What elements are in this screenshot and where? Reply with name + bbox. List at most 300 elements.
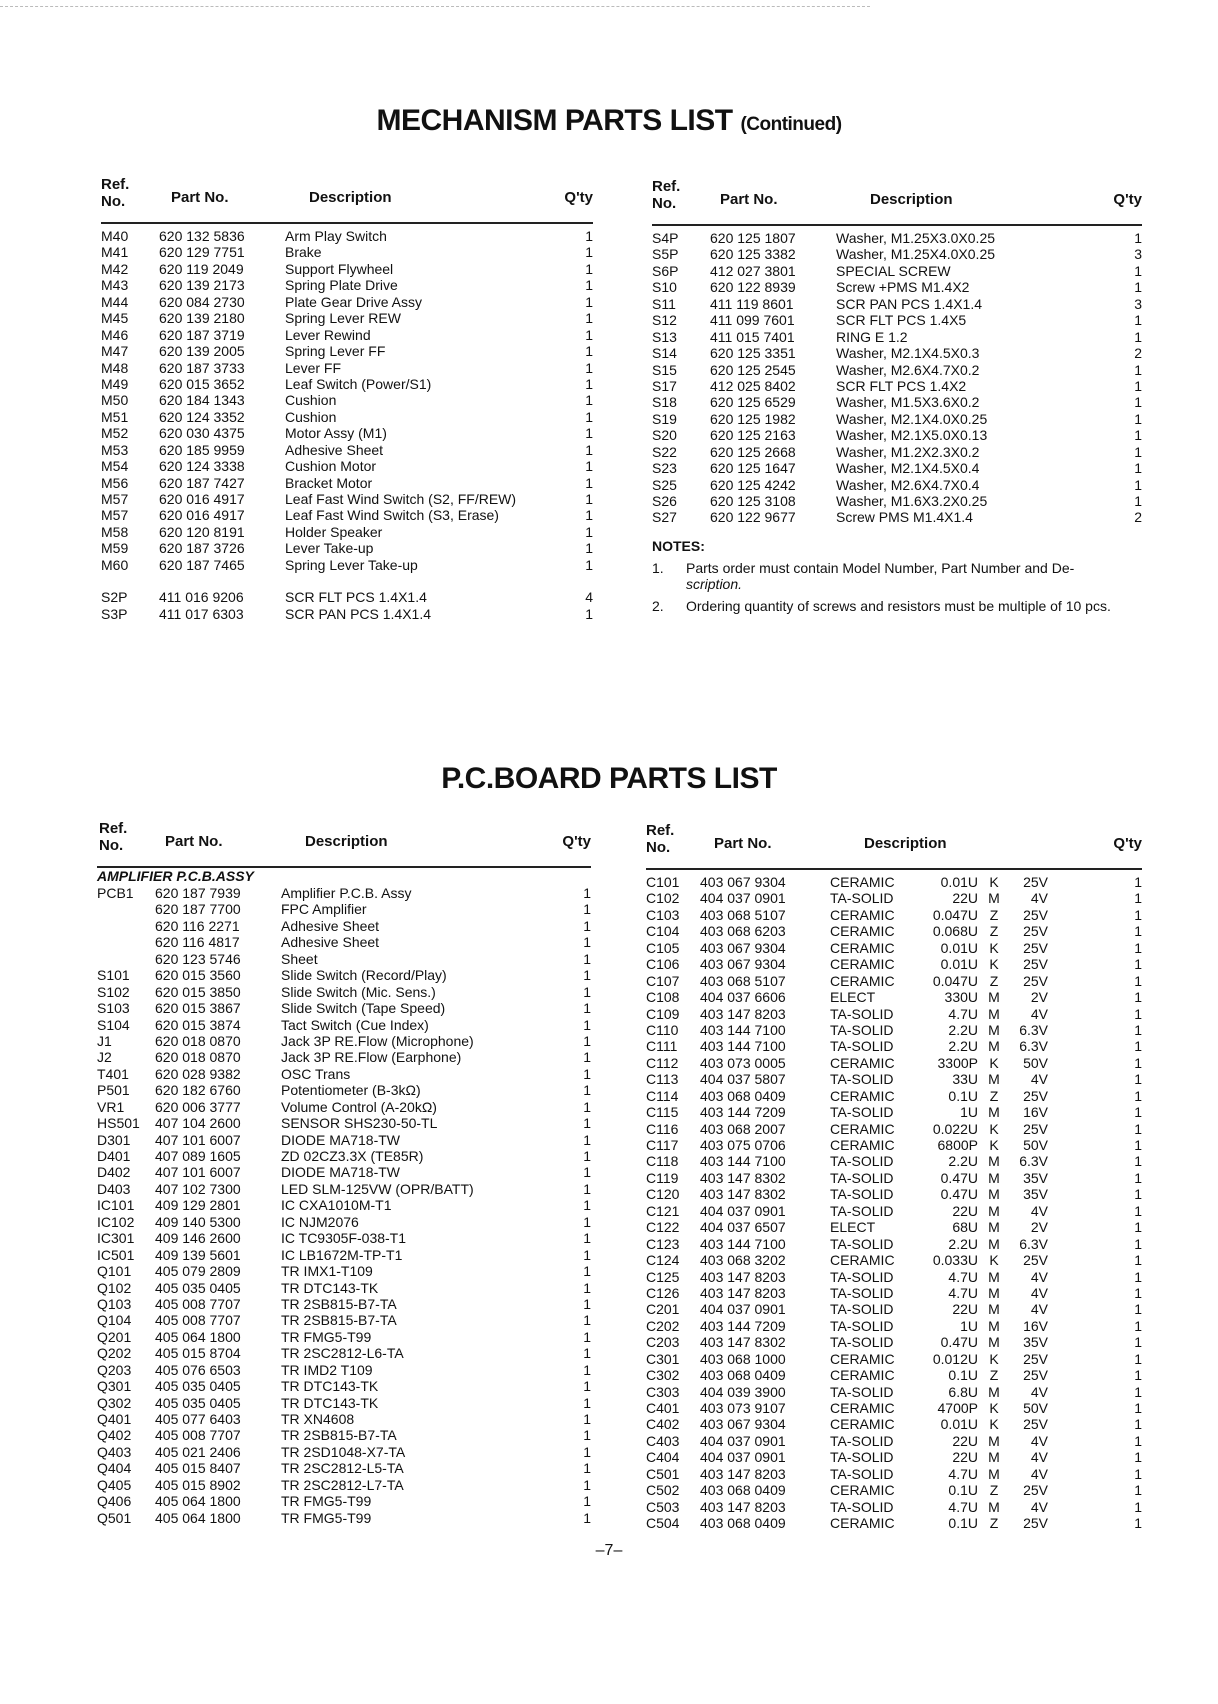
qty-cell: 1 [583,1065,591,1082]
header-ref [99,820,127,854]
part-no-cell: 405 076 6503 [155,1361,241,1378]
ref-cell: Q102 [97,1279,132,1296]
description-cell: TR 2SC2812-L6-TA [281,1345,404,1362]
cap-type-cell: ELECT [830,989,876,1006]
part-no-cell: 620 125 1807 [710,230,796,246]
part-no-cell: 403 068 0409 [700,1367,786,1384]
part-no-cell: 620 018 0870 [155,1049,241,1066]
note-text: Parts order must contain Model Number, Part Number and De- [686,560,1075,576]
notes-heading: NOTES: [652,538,705,554]
ref-cell: C114 [646,1087,679,1104]
description-cell: Spring Plate Drive [285,277,398,294]
table-row [652,345,1142,361]
ref-cell: S2P [101,589,128,606]
cap-tolerance-cell: Z [989,1367,999,1384]
table-row [646,1351,1142,1367]
ref-cell: M44 [101,293,129,310]
table-row [646,1449,1142,1465]
ref-cell: S19 [652,410,677,427]
qty-cell: 1 [1134,1416,1142,1433]
cap-tolerance-cell: K [989,956,999,973]
table-row [652,279,1142,295]
part-no-cell: 403 068 5107 [700,972,786,989]
part-no-cell: 620 016 4917 [159,491,245,507]
cap-type-cell: CERAMIC [830,923,895,940]
qty-cell: 1 [1134,1317,1142,1334]
cap-voltage-cell: 25V [1023,1350,1048,1367]
ref-cell: VR1 [97,1098,125,1115]
header-description: Description [305,833,388,850]
cap-value-cell: 4.7U [948,1284,978,1301]
part-no-cell: 403 073 9107 [700,1400,786,1416]
table-body [646,874,1142,1532]
table-row [646,1038,1142,1054]
description-cell: Jack 3P RE.Flow (Earphone) [281,1049,462,1066]
ref-cell: M60 [101,556,129,573]
cap-value-cell: 0.47U [940,1186,978,1203]
qty-cell: 1 [1134,1120,1142,1137]
part-no-cell: 404 037 5807 [700,1071,786,1088]
cap-value-cell: 4.7U [948,1498,978,1515]
part-no-cell: 620 015 3652 [159,375,245,392]
qty-cell: 1 [585,326,593,343]
ref-cell: C402 [646,1416,680,1433]
part-no-cell: 405 015 8407 [155,1460,241,1477]
part-no-cell: 620 187 7939 [155,885,241,901]
part-no-cell: 407 089 1605 [155,1148,241,1164]
description-cell: TR 2SB815-B7-TA [281,1427,397,1444]
part-no-cell: 620 139 2173 [159,277,245,294]
ref-cell: S14 [652,345,677,362]
cap-voltage-cell: 35V [1023,1169,1048,1186]
description-cell: SCR FLT PCS 1.4X1.4 [285,589,427,606]
description-cell: Washer, M1.25X4.0X0.25 [836,246,996,263]
ref-cell: C118 [646,1153,679,1170]
description-cell: Sheet [281,950,318,967]
cap-value-cell: 0.01U [940,956,978,973]
part-no-cell: 403 144 7100 [700,1021,786,1038]
table-row [101,524,593,540]
ref-cell: C120 [646,1186,680,1203]
qty-cell: 1 [583,1312,591,1329]
cap-type-cell: TA-SOLID [830,1021,894,1038]
part-no-cell: 620 125 2545 [710,361,796,378]
table-row [646,1219,1142,1235]
part-no-cell: 409 129 2801 [155,1197,241,1214]
table-row [646,1153,1142,1169]
ref-cell: HS501 [97,1115,140,1132]
table-row [97,1164,591,1180]
cap-voltage-cell: 2V [1030,1219,1048,1236]
table-row [97,1082,591,1098]
qty-cell: 1 [583,1263,591,1280]
cap-value-cell: 4700P [937,1400,978,1416]
cap-voltage-cell: 4V [1030,1449,1048,1466]
cap-tolerance-cell: Z [989,1087,999,1104]
description-cell: Cushion [285,408,337,425]
cap-type-cell: CERAMIC [830,939,895,956]
table-row [646,1301,1142,1317]
ref-cell: M58 [101,523,129,540]
table-row [97,1510,591,1526]
description-cell: Spring Lever FF [285,343,386,360]
ref-cell: C108 [646,989,680,1006]
qty-cell: 1 [1134,906,1142,923]
qty-cell: 1 [585,507,593,524]
cap-voltage-cell: 25V [1023,874,1048,890]
cap-tolerance-cell: K [989,1137,999,1153]
cap-tolerance-cell: M [988,1038,1000,1055]
table-row [97,1033,591,1049]
description-cell: SENSOR SHS230-50-TL [281,1115,438,1132]
table-row [97,1181,591,1197]
description-cell: Lever Take-up [285,540,374,557]
cap-voltage-cell: 4V [1030,1284,1048,1301]
table-row [97,901,591,917]
part-no-cell: 620 132 5836 [159,228,245,244]
part-no-cell: 620 006 3777 [155,1098,241,1115]
table-row [101,343,593,359]
part-no-cell: 405 008 7707 [155,1295,241,1312]
cap-tolerance-cell: M [988,989,1000,1006]
table-row [646,973,1142,989]
part-no-cell: 620 125 6529 [710,394,796,411]
part-no-cell: 620 187 7465 [159,556,245,573]
part-no-cell: 404 037 6606 [700,989,786,1006]
ref-cell: M40 [101,228,129,244]
description-cell: Jack 3P RE.Flow (Microphone) [281,1032,474,1049]
ref-cell: C109 [646,1005,680,1022]
header-part-no: Part No. [165,833,223,850]
table-row [97,984,591,1000]
qty-cell: 1 [1134,1301,1142,1318]
part-no-cell: 405 079 2809 [155,1263,241,1280]
ref-cell: M48 [101,359,129,376]
qty-cell: 1 [583,1082,591,1099]
header-ref-line2: No. [101,193,126,210]
cap-value-cell: 6.8U [948,1383,978,1400]
table-row [646,1121,1142,1137]
ref-cell: D402 [97,1164,131,1181]
cap-value-cell: 0.01U [940,1416,978,1433]
part-no-cell: 404 037 0901 [700,1202,786,1219]
table-row [97,1296,591,1312]
qty-cell: 1 [1134,1350,1142,1367]
description-cell: Lever Rewind [285,326,371,343]
cap-type-cell: TA-SOLID [830,1317,894,1334]
cap-value-cell: 22U [952,1449,978,1466]
qty-cell: 1 [1134,1400,1142,1416]
qty-cell: 1 [1134,1169,1142,1186]
cap-type-cell: TA-SOLID [830,890,894,907]
table-row [97,967,591,983]
description-cell: TR 2SB815-B7-TA [281,1312,397,1329]
table-row [97,1099,591,1115]
table-body [97,885,591,1526]
table-row [97,1493,591,1509]
part-no-cell: 404 037 0901 [700,890,786,907]
cap-voltage-cell: 35V [1023,1186,1048,1203]
qty-cell: 1 [1134,312,1142,329]
ref-cell: S12 [652,312,677,329]
cap-tolerance-cell: Z [989,1482,999,1499]
cap-value-cell: 1U [960,1317,978,1334]
ref-cell: C404 [646,1449,680,1466]
ref-cell: C116 [646,1120,679,1137]
description-cell: TR FMG5-T99 [281,1509,372,1526]
qty-cell: 1 [1134,328,1142,345]
cap-voltage-cell: 25V [1023,906,1048,923]
ref-cell: C115 [646,1104,679,1121]
part-no-cell: 403 068 5107 [700,906,786,923]
cap-type-cell: TA-SOLID [830,1498,894,1515]
ref-cell: IC501 [97,1246,135,1263]
cap-voltage-cell: 6.3V [1019,1021,1048,1038]
description-cell: Washer, M1.25X3.0X0.25 [836,230,996,246]
cap-voltage-cell: 4V [1030,1202,1048,1219]
part-no-cell: 620 018 0870 [155,1032,241,1049]
description-cell: Slide Switch (Mic. Sens.) [281,983,436,1000]
header-qty: Q'ty [1113,191,1142,208]
qty-cell: 1 [583,1476,591,1493]
description-cell: Screw +PMS M1.4X2 [836,279,970,296]
qty-cell: 1 [1134,1252,1142,1269]
cap-voltage-cell: 6.3V [1019,1038,1048,1055]
cap-type-cell: CERAMIC [830,1252,895,1269]
part-no-cell: 407 102 7300 [155,1180,241,1197]
cap-value-cell: 0.47U [940,1169,978,1186]
description-cell: Washer, M2.1X4.0X0.25 [836,410,988,427]
table-row [646,1006,1142,1022]
cap-value-cell: 4.7U [948,1465,978,1482]
cap-tolerance-cell: K [989,1252,999,1269]
qty-cell: 1 [1134,1235,1142,1252]
cap-tolerance-cell: M [988,1021,1000,1038]
cap-tolerance-cell: M [988,1202,1000,1219]
qty-cell: 1 [1134,1465,1142,1482]
qty-cell: 1 [585,359,593,376]
description-cell: Bracket Motor [285,474,373,491]
table-row [101,606,593,622]
part-no-cell: 403 144 7100 [700,1153,786,1170]
cap-voltage-cell: 4V [1030,1432,1048,1449]
ref-cell: D403 [97,1180,131,1197]
part-no-cell: 403 067 9304 [700,1416,786,1433]
page-number: –7– [595,1542,623,1559]
qty-cell: 1 [583,1361,591,1378]
cap-type-cell: TA-SOLID [830,1268,894,1285]
ref-cell: C121 [646,1202,680,1219]
table-row [101,392,593,408]
table-row [646,1384,1142,1400]
part-no-cell: 620 187 3719 [159,326,245,343]
ref-cell: C126 [646,1284,680,1301]
part-no-cell: 620 030 4375 [159,425,245,442]
cap-value-cell: 22U [952,1202,978,1219]
part-no-cell: 620 182 6760 [155,1082,241,1099]
cap-value-cell: 4.7U [948,1268,978,1285]
cap-value-cell: 0.022U [932,1120,978,1137]
table-row [646,1022,1142,1038]
qty-cell: 1 [583,1230,591,1247]
note-item [652,560,1152,592]
cap-voltage-cell: 25V [1023,939,1048,956]
ref-cell: C123 [646,1235,680,1252]
scan-top-edge [0,6,870,7]
ref-cell: C119 [646,1169,679,1186]
part-no-cell: 620 125 3382 [710,246,796,263]
qty-cell: 1 [1134,1202,1142,1219]
description-cell: LED SLM-125VW (OPR/BATT) [281,1180,474,1197]
ref-cell: S18 [652,394,677,411]
cap-tolerance-cell: M [988,1284,1000,1301]
table-row [97,951,591,967]
description-cell: IC LB1672M-TP-T1 [281,1246,403,1263]
ref-cell: Q202 [97,1345,132,1362]
cap-value-cell: 0.1U [948,1367,978,1384]
ref-cell: M52 [101,425,129,442]
ref-cell: C122 [646,1219,680,1236]
qty-cell: 1 [1134,410,1142,427]
qty-cell: 1 [583,1049,591,1066]
description-cell: SPECIAL SCREW [836,262,951,279]
cap-voltage-cell: 4V [1030,1301,1048,1318]
part-no-cell: 403 068 0409 [700,1515,786,1532]
cap-tolerance-cell: M [988,1268,1000,1285]
ref-cell: C111 [646,1038,678,1055]
cap-voltage-cell: 25V [1023,956,1048,973]
description-cell: Arm Play Switch [285,228,387,244]
part-no-cell: 411 015 7401 [710,328,795,345]
part-no-cell: 620 139 2180 [159,310,245,327]
description-cell: Leaf Fast Wind Switch (S3, Erase) [285,507,499,524]
mechanism-title-text: MECHANISM PARTS LIST [376,104,733,137]
table-row [652,378,1142,394]
cap-tolerance-cell: K [989,1054,999,1071]
qty-cell: 1 [1134,874,1142,890]
cap-voltage-cell: 25V [1023,923,1048,940]
table-row [646,956,1142,972]
part-no-cell: 620 125 3351 [710,345,796,362]
qty-cell: 1 [583,1411,591,1427]
qty-cell: 1 [583,1443,591,1460]
table-row [652,296,1142,312]
ref-cell: Q405 [97,1476,132,1493]
ref-cell: S3P [101,605,128,622]
description-cell: Leaf Fast Wind Switch (S2, FF/REW) [285,491,517,507]
ref-cell: S6P [652,262,679,279]
header-ref-line2: No. [99,837,124,854]
ref-cell: C125 [646,1268,680,1285]
header-ref-line1: Ref. [646,822,675,839]
table-row [97,1329,591,1345]
part-no-cell: 620 015 3874 [155,1016,241,1033]
part-no-cell: 620 015 3560 [155,967,241,984]
description-cell: Volume Control (A-20kΩ) [281,1098,437,1115]
mechanism-table-right [652,178,1142,526]
ref-cell: C101 [646,874,680,890]
table-row [97,1312,591,1328]
table-row [101,310,593,326]
cap-type-cell: TA-SOLID [830,1005,894,1022]
cap-type-cell: CERAMIC [830,1367,895,1384]
qty-cell: 1 [585,277,593,294]
cap-voltage-cell: 50V [1023,1137,1048,1153]
qty-cell: 1 [585,441,593,458]
qty-cell: 1 [583,1509,591,1526]
cap-value-cell: 0.068U [932,923,978,940]
cap-tolerance-cell: M [988,1169,1000,1186]
part-no-cell: 620 119 2049 [159,260,244,277]
table-header [646,822,1142,870]
description-cell: TR FMG5-T99 [281,1493,372,1510]
ref-cell: Q403 [97,1443,132,1460]
description-cell: SCR PAN PCS 1.4X1.4 [836,295,983,312]
table-row [646,1318,1142,1334]
part-no-cell: 620 125 4242 [710,476,796,493]
table-row [646,989,1142,1005]
notes-block [652,538,1152,620]
description-cell: Washer, M2.6X4.7X0.4 [836,476,980,493]
table-row [652,230,1142,246]
row-gap [101,573,593,589]
description-cell: TR IMX1-T109 [281,1263,373,1280]
cap-value-cell: 22U [952,1432,978,1449]
table-row [646,1170,1142,1186]
cap-value-cell: 0.01U [940,874,978,890]
table-row [97,1230,591,1246]
part-no-cell: 403 068 0409 [700,1482,786,1499]
ref-cell: C107 [646,972,680,989]
qty-cell: 1 [583,885,591,901]
cap-voltage-cell: 2V [1030,989,1048,1006]
cap-type-cell: CERAMIC [830,956,895,973]
table-row [101,507,593,523]
qty-cell: 1 [1134,443,1142,460]
cap-value-cell: 0.1U [948,1087,978,1104]
description-cell: Slide Switch (Tape Speed) [281,1000,446,1017]
part-no-cell: 403 067 9304 [700,874,786,890]
table-row [652,312,1142,328]
qty-cell: 1 [1134,262,1142,279]
cap-tolerance-cell: M [988,1465,1000,1482]
table-body [101,228,593,573]
table-row [646,1416,1142,1432]
cap-type-cell: CERAMIC [830,1350,895,1367]
table-row [646,1088,1142,1104]
cap-type-cell: TA-SOLID [830,1432,894,1449]
table-row [97,1411,591,1427]
part-no-cell: 620 120 8191 [159,523,245,540]
cap-tolerance-cell: K [989,1350,999,1367]
header-qty: Q'ty [1113,835,1142,852]
description-cell: DIODE MA718-TW [281,1131,401,1148]
qty-cell: 1 [1134,972,1142,989]
table-row [101,557,593,573]
qty-cell: 1 [1134,1334,1142,1351]
table-row [101,458,593,474]
qty-cell: 1 [583,1016,591,1033]
cap-voltage-cell: 35V [1023,1334,1048,1351]
cap-voltage-cell: 6.3V [1019,1153,1048,1170]
description-cell: TR 2SC2812-L7-TA [281,1476,404,1493]
qty-cell: 1 [585,343,593,360]
part-no-cell: 403 147 8203 [700,1268,786,1285]
cap-voltage-cell: 4V [1030,1005,1048,1022]
table-row [101,327,593,343]
qty-cell: 1 [1134,890,1142,907]
description-cell: Plate Gear Drive Assy [285,293,422,310]
